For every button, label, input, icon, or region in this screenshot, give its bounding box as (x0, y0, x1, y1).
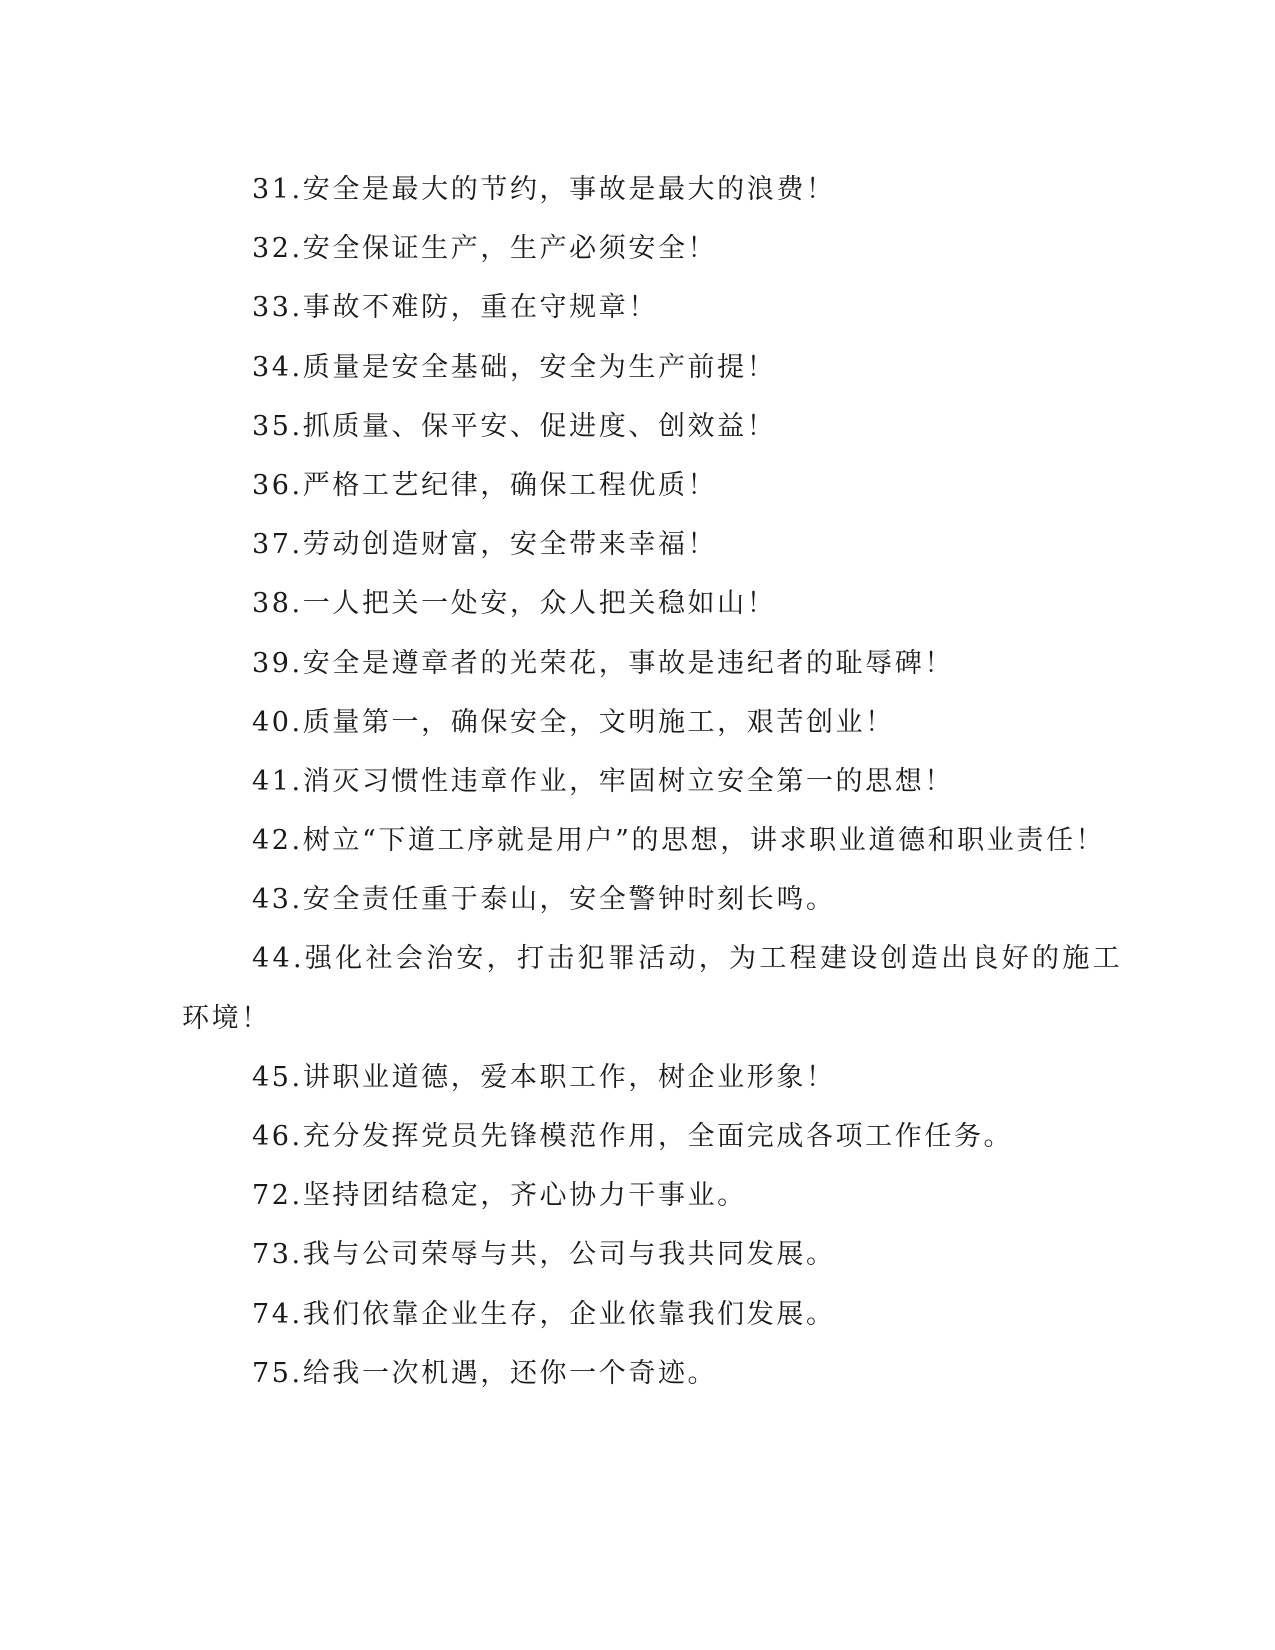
slogan-44-continuation: 环境！ (182, 1002, 271, 1034)
slogan-32: 32.安全保证生产，生产必须安全！ (252, 233, 718, 265)
slogan-35: 35.抓质量、保平安、促进度、创效益！ (252, 410, 777, 442)
slogan-73: 73.我与公司荣辱与共，公司与我共同发展。 (252, 1239, 836, 1271)
slogan-75: 75.给我一次机遇，还你一个奇迹。 (252, 1357, 718, 1389)
slogan-34: 34.质量是安全基础，安全为生产前提！ (252, 351, 777, 383)
slogan-43: 43.安全责任重于泰山，安全警钟时刻长鸣。 (252, 884, 836, 916)
slogan-42: 42.树立“下道工序就是用户”的思想，讲求职业道德和职业责任！ (252, 825, 1106, 857)
slogan-72: 72.坚持团结稳定，齐心协力干事业。 (252, 1180, 747, 1212)
slogan-37: 37.劳动创造财富，安全带来幸福！ (252, 529, 718, 561)
slogan-45: 45.讲职业道德，爱本职工作，树企业形象！ (252, 1061, 836, 1093)
slogan-33: 33.事故不难防，重在守规章！ (252, 292, 658, 324)
slogan-39: 39.安全是遵章者的光荣花，事故是违纪者的耻辱碑！ (252, 647, 954, 679)
slogan-44: 44.强化社会治安，打击犯罪活动，为工程建设创造出良好的施工 (252, 943, 1123, 975)
slogan-46: 46.充分发挥党员先锋模范作用，全面完成各项工作任务。 (252, 1121, 1014, 1152)
slogan-36: 36.严格工艺纪律，确保工程优质！ (252, 469, 718, 501)
slogan-40: 40.质量第一，确保安全，文明施工，艰苦创业！ (252, 706, 895, 738)
slogan-38: 38.一人把关一处安，众人把关稳如山！ (252, 588, 777, 620)
slogan-41: 41.消灭习惯性违章作业，牢固树立安全第一的思想！ (252, 765, 954, 797)
slogan-31: 31.安全是最大的节约，事故是最大的浪费！ (252, 174, 836, 205)
slogan-list (182, 160, 1123, 1403)
slogan-74: 74.我们依靠企业生存，企业依靠我们发展。 (252, 1298, 836, 1330)
